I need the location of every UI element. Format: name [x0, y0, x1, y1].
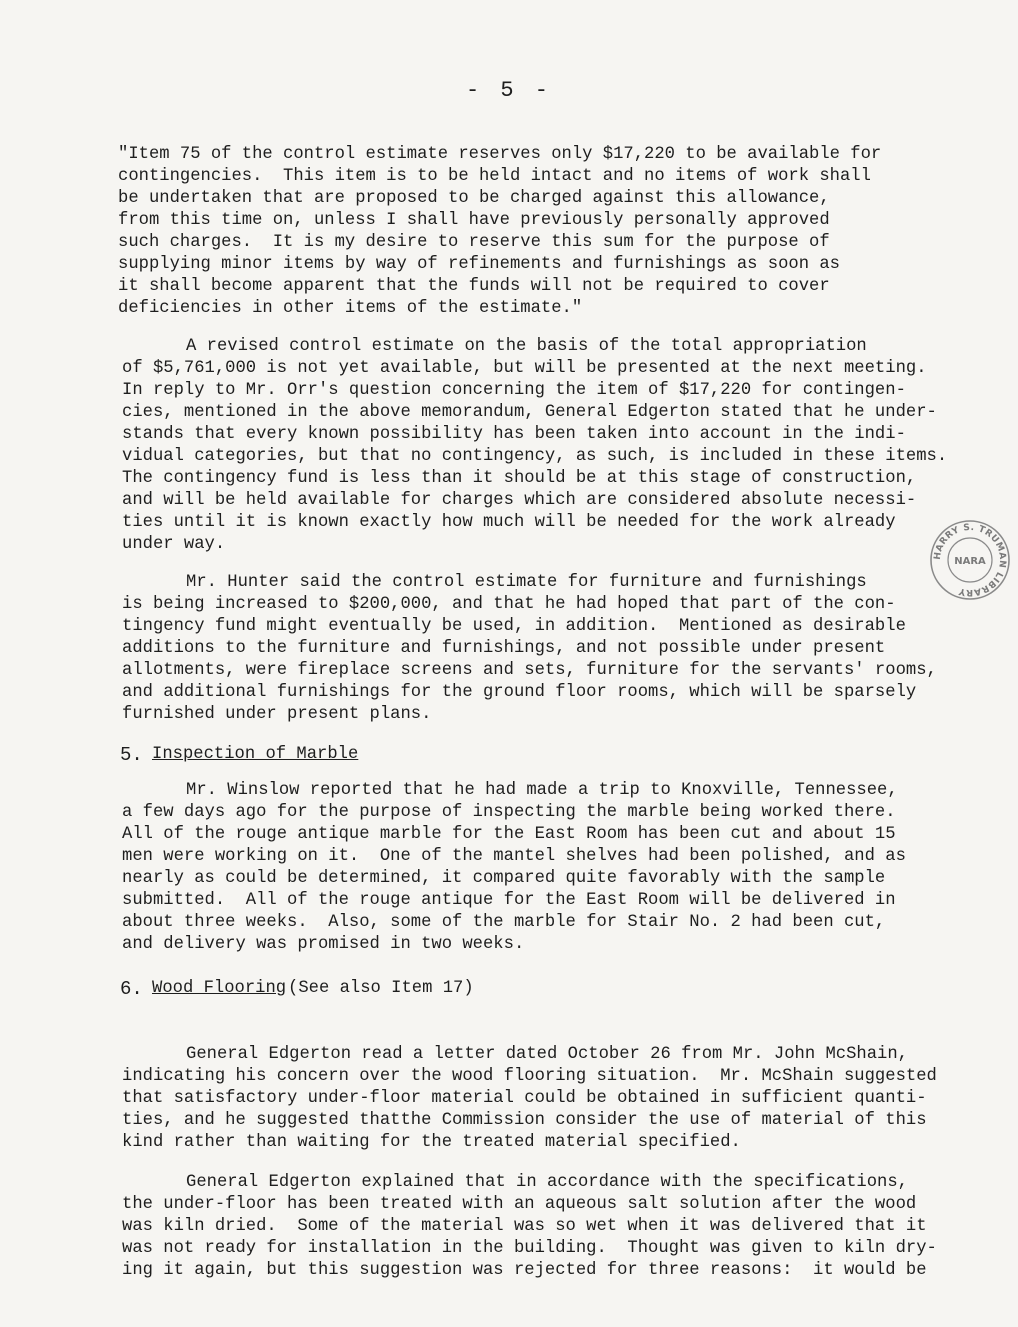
text-line: General Edgerton explained that in accordance with the specifications,	[186, 1173, 908, 1192]
text-line: deficiencies in other items of the estimate."	[118, 299, 583, 318]
text-line: ing it again, but this suggestion was rejected for three reasons: it would be	[122, 1261, 927, 1280]
text-line: be undertaken that are proposed to be charged against this allowance,	[118, 189, 830, 208]
text-line: stands that every known possibility has been taken into account in the indi-	[122, 425, 906, 444]
text-line: A revised control estimate on the basis of the total appropriation	[186, 337, 867, 356]
text-line: nearly as could be determined, it compared quite favorably with the sample	[122, 869, 886, 888]
text-line: it shall become apparent that the funds will not be required to cover	[118, 277, 830, 296]
text-line: of $5,761,000 is not yet available, but will be presented at the next meeting.	[122, 359, 927, 378]
text-line: and delivery was promised in two weeks.	[122, 935, 525, 954]
text-line: allotments, were fireplace screens and sets, furniture for the servants' rooms,	[122, 661, 937, 680]
text-line: men were working on it. One of the mantel shelves had been polished, and as	[122, 847, 906, 866]
section-title: Inspection of Marble	[152, 745, 359, 764]
section-number: 5.	[120, 744, 143, 766]
text-line: contingencies. This item is to be held intact and no items of work shall	[118, 167, 871, 186]
text-line: was not ready for installation in the building. Thought was given to kiln dry-	[122, 1239, 937, 1258]
text-line: a few days ago for the purpose of inspecting the marble being worked there.	[122, 803, 896, 822]
text-line: "Item 75 of the control estimate reserves only $17,220 to be available for	[118, 145, 882, 164]
text-line: ties until it is known exactly how much will be needed for the work already	[122, 513, 896, 532]
text-line: that satisfactory under-floor material could be obtained in sufficient quanti-	[122, 1089, 927, 1108]
text-line: Mr. Winslow reported that he had made a trip to Knoxville, Tennessee,	[186, 781, 898, 800]
stamp-inner-text: NARA	[954, 556, 986, 567]
text-line: is being increased to $200,000, and that he had hoped that part of the con-	[122, 595, 896, 614]
text-line: supplying minor items by way of refinements and furnishings as soon as	[118, 255, 840, 274]
text-line: The contingency fund is less than it should be at this stage of construction,	[122, 469, 917, 488]
text-line: and will be held available for charges which are considered absolute necessi-	[122, 491, 917, 510]
text-line: vidual categories, but that no contingency, as such, is included in these items.	[122, 447, 948, 466]
section-title: Wood Flooring	[152, 979, 287, 998]
text-line: about three weeks. Also, some of the marble for Stair No. 2 had been cut,	[122, 913, 886, 932]
text-line: and additional furnishings for the ground floor rooms, which will be sparsely	[122, 683, 917, 702]
text-line: the under-floor has been treated with an aqueous salt solution after the wood	[122, 1195, 917, 1214]
text-line: submitted. All of the rouge antique for the East Room will be delivered in	[122, 891, 896, 910]
text-line: from this time on, unless I shall have previously personally approved	[118, 211, 830, 230]
stamp-outer-text: HARRY S. TRUMAN LIBRARY	[932, 522, 1008, 598]
section-number: 6.	[120, 978, 143, 1000]
text-line: cies, mentioned in the above memorandum, General Edgerton stated that he under-	[122, 403, 937, 422]
text-line: under way.	[122, 535, 226, 554]
text-line: In reply to Mr. Orr's question concerning the item of $17,220 for contingen-	[122, 381, 906, 400]
text-line: tingency fund might eventually be used, in addition. Mentioned as desirable	[122, 617, 906, 636]
text-line: General Edgerton read a letter dated October 26 from Mr. John McShain,	[186, 1045, 908, 1064]
text-line: indicating his concern over the wood flooring situation. Mr. McShain suggested	[122, 1067, 937, 1086]
page-number: - 5 -	[465, 78, 552, 103]
text-line: Mr. Hunter said the control estimate for furniture and furnishings	[186, 573, 867, 592]
library-stamp-icon	[928, 518, 1012, 602]
text-line: furnished under present plans.	[122, 705, 432, 724]
text-line: such charges. It is my desire to reserve this sum for the purpose of	[118, 233, 830, 252]
text-line: additions to the furniture and furnishings, and not possible under present	[122, 639, 886, 658]
text-line: ties, and he suggested thatthe Commission consider the use of material of this	[122, 1111, 927, 1130]
section-note: (See also Item 17)	[288, 979, 474, 998]
text-line: kind rather than waiting for the treated material specified.	[122, 1133, 741, 1152]
text-line: All of the rouge antique marble for the East Room has been cut and about 15	[122, 825, 896, 844]
text-line: was kiln dried. Some of the material was so wet when it was delivered that it	[122, 1217, 927, 1236]
